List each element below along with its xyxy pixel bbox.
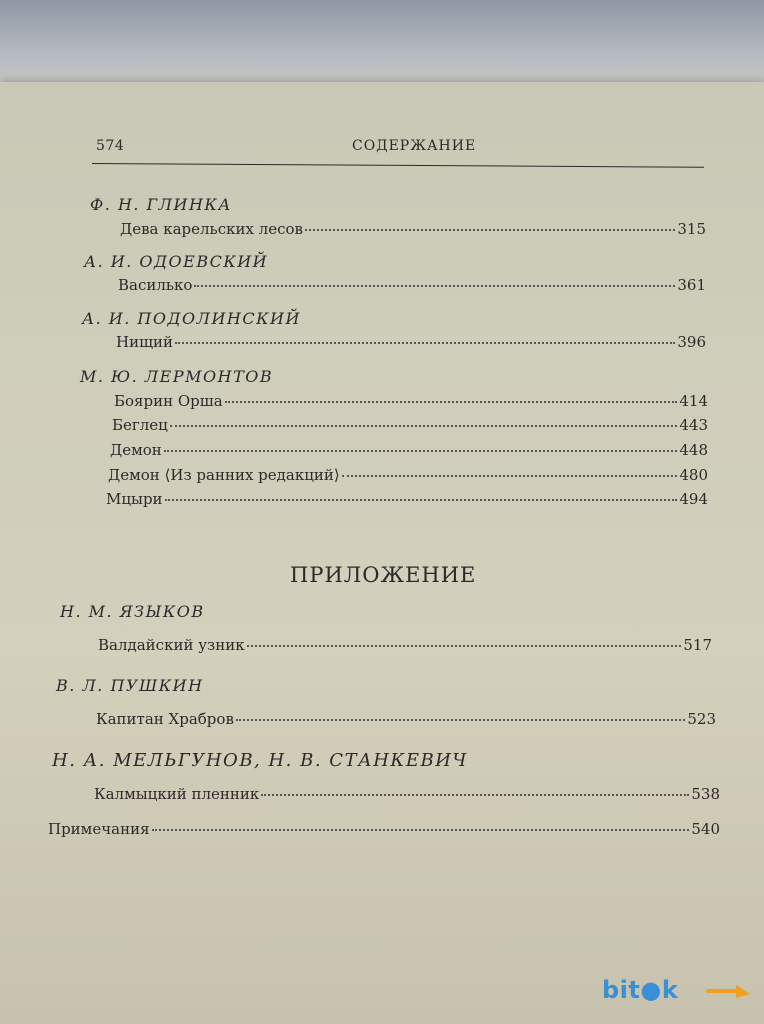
- entry-page: 448: [679, 441, 708, 459]
- dot-leader: [165, 499, 678, 501]
- entry-title: Примечания: [48, 820, 150, 838]
- author-heading: Н. А. МЕЛЬГУНОВ, Н. В. СТАНКЕВИЧ: [52, 750, 468, 771]
- toc-entry[interactable]: [112, 416, 708, 434]
- entry-page: 540: [691, 820, 720, 838]
- entry-title: Дева карельских лесов: [120, 220, 304, 238]
- author-heading: А. И. ОДОЕВСКИЙ: [84, 252, 269, 271]
- entry-title: Василько: [118, 276, 193, 294]
- dot-leader: [194, 285, 675, 287]
- entry-title: Беглец: [112, 416, 168, 434]
- entry-title: Демон ⟨Из ранних редакций⟩: [108, 466, 340, 484]
- toc-entry[interactable]: [108, 466, 708, 484]
- dot-leader: [247, 645, 682, 647]
- toc-entry-notes[interactable]: [48, 820, 720, 838]
- entry-page: 523: [687, 710, 716, 728]
- appendix-heading: ПРИЛОЖЕНИЕ: [290, 563, 477, 587]
- toc-entry[interactable]: [114, 392, 708, 410]
- toc-entry[interactable]: [96, 710, 716, 728]
- dot-leader: [261, 794, 689, 796]
- entry-page: 414: [679, 392, 708, 410]
- toc-entry[interactable]: [118, 276, 706, 294]
- running-head-title: СОДЕРЖАНИЕ: [352, 138, 477, 154]
- entry-page: 538: [691, 785, 720, 803]
- entry-title: Капитан Храбров: [96, 710, 234, 728]
- entry-title: Боярин Орша: [114, 392, 223, 410]
- toc-entry[interactable]: [106, 490, 708, 508]
- author-heading: М. Ю. ЛЕРМОНТОВ: [80, 367, 274, 386]
- background-wall: [0, 0, 764, 95]
- entry-page: 443: [679, 416, 708, 434]
- author-heading: В. Л. ПУШКИН: [56, 676, 204, 695]
- toc-entry[interactable]: [94, 785, 720, 803]
- entry-title: Нищий: [116, 333, 174, 351]
- dot-leader: [164, 450, 678, 452]
- toc-entry[interactable]: [120, 220, 706, 238]
- author-heading: Н. М. ЯЗЫКОВ: [60, 602, 205, 621]
- dot-leader: [152, 829, 690, 831]
- entry-title: Калмыцкий пленник: [94, 785, 260, 803]
- dot-leader: [175, 342, 675, 344]
- entry-page: 315: [677, 220, 706, 238]
- toc-entry[interactable]: [116, 333, 706, 351]
- dot-leader: [305, 229, 675, 231]
- entry-title: Валдайский узник: [98, 636, 245, 654]
- toc-entry[interactable]: [98, 636, 712, 654]
- entry-page: 494: [679, 490, 708, 508]
- entry-page: 396: [677, 333, 706, 351]
- dot-leader: [342, 475, 678, 477]
- entry-page: 361: [677, 276, 706, 294]
- author-heading: А. И. ПОДОЛИНСКИЙ: [82, 309, 301, 328]
- entry-title: Демон: [110, 441, 162, 459]
- dot-leader: [236, 719, 685, 721]
- page-number: 574: [96, 138, 125, 154]
- dot-leader: [170, 425, 678, 427]
- watermark-logo: bit●k: [602, 976, 679, 1004]
- entry-title: Мцыри: [106, 490, 163, 508]
- author-heading: Ф. Н. ГЛИНКА: [90, 195, 232, 214]
- watermark-arrow-icon: [706, 982, 752, 1000]
- toc-entry[interactable]: [110, 441, 708, 459]
- entry-page: 480: [679, 466, 708, 484]
- dot-leader: [225, 401, 678, 403]
- entry-page: 517: [683, 636, 712, 654]
